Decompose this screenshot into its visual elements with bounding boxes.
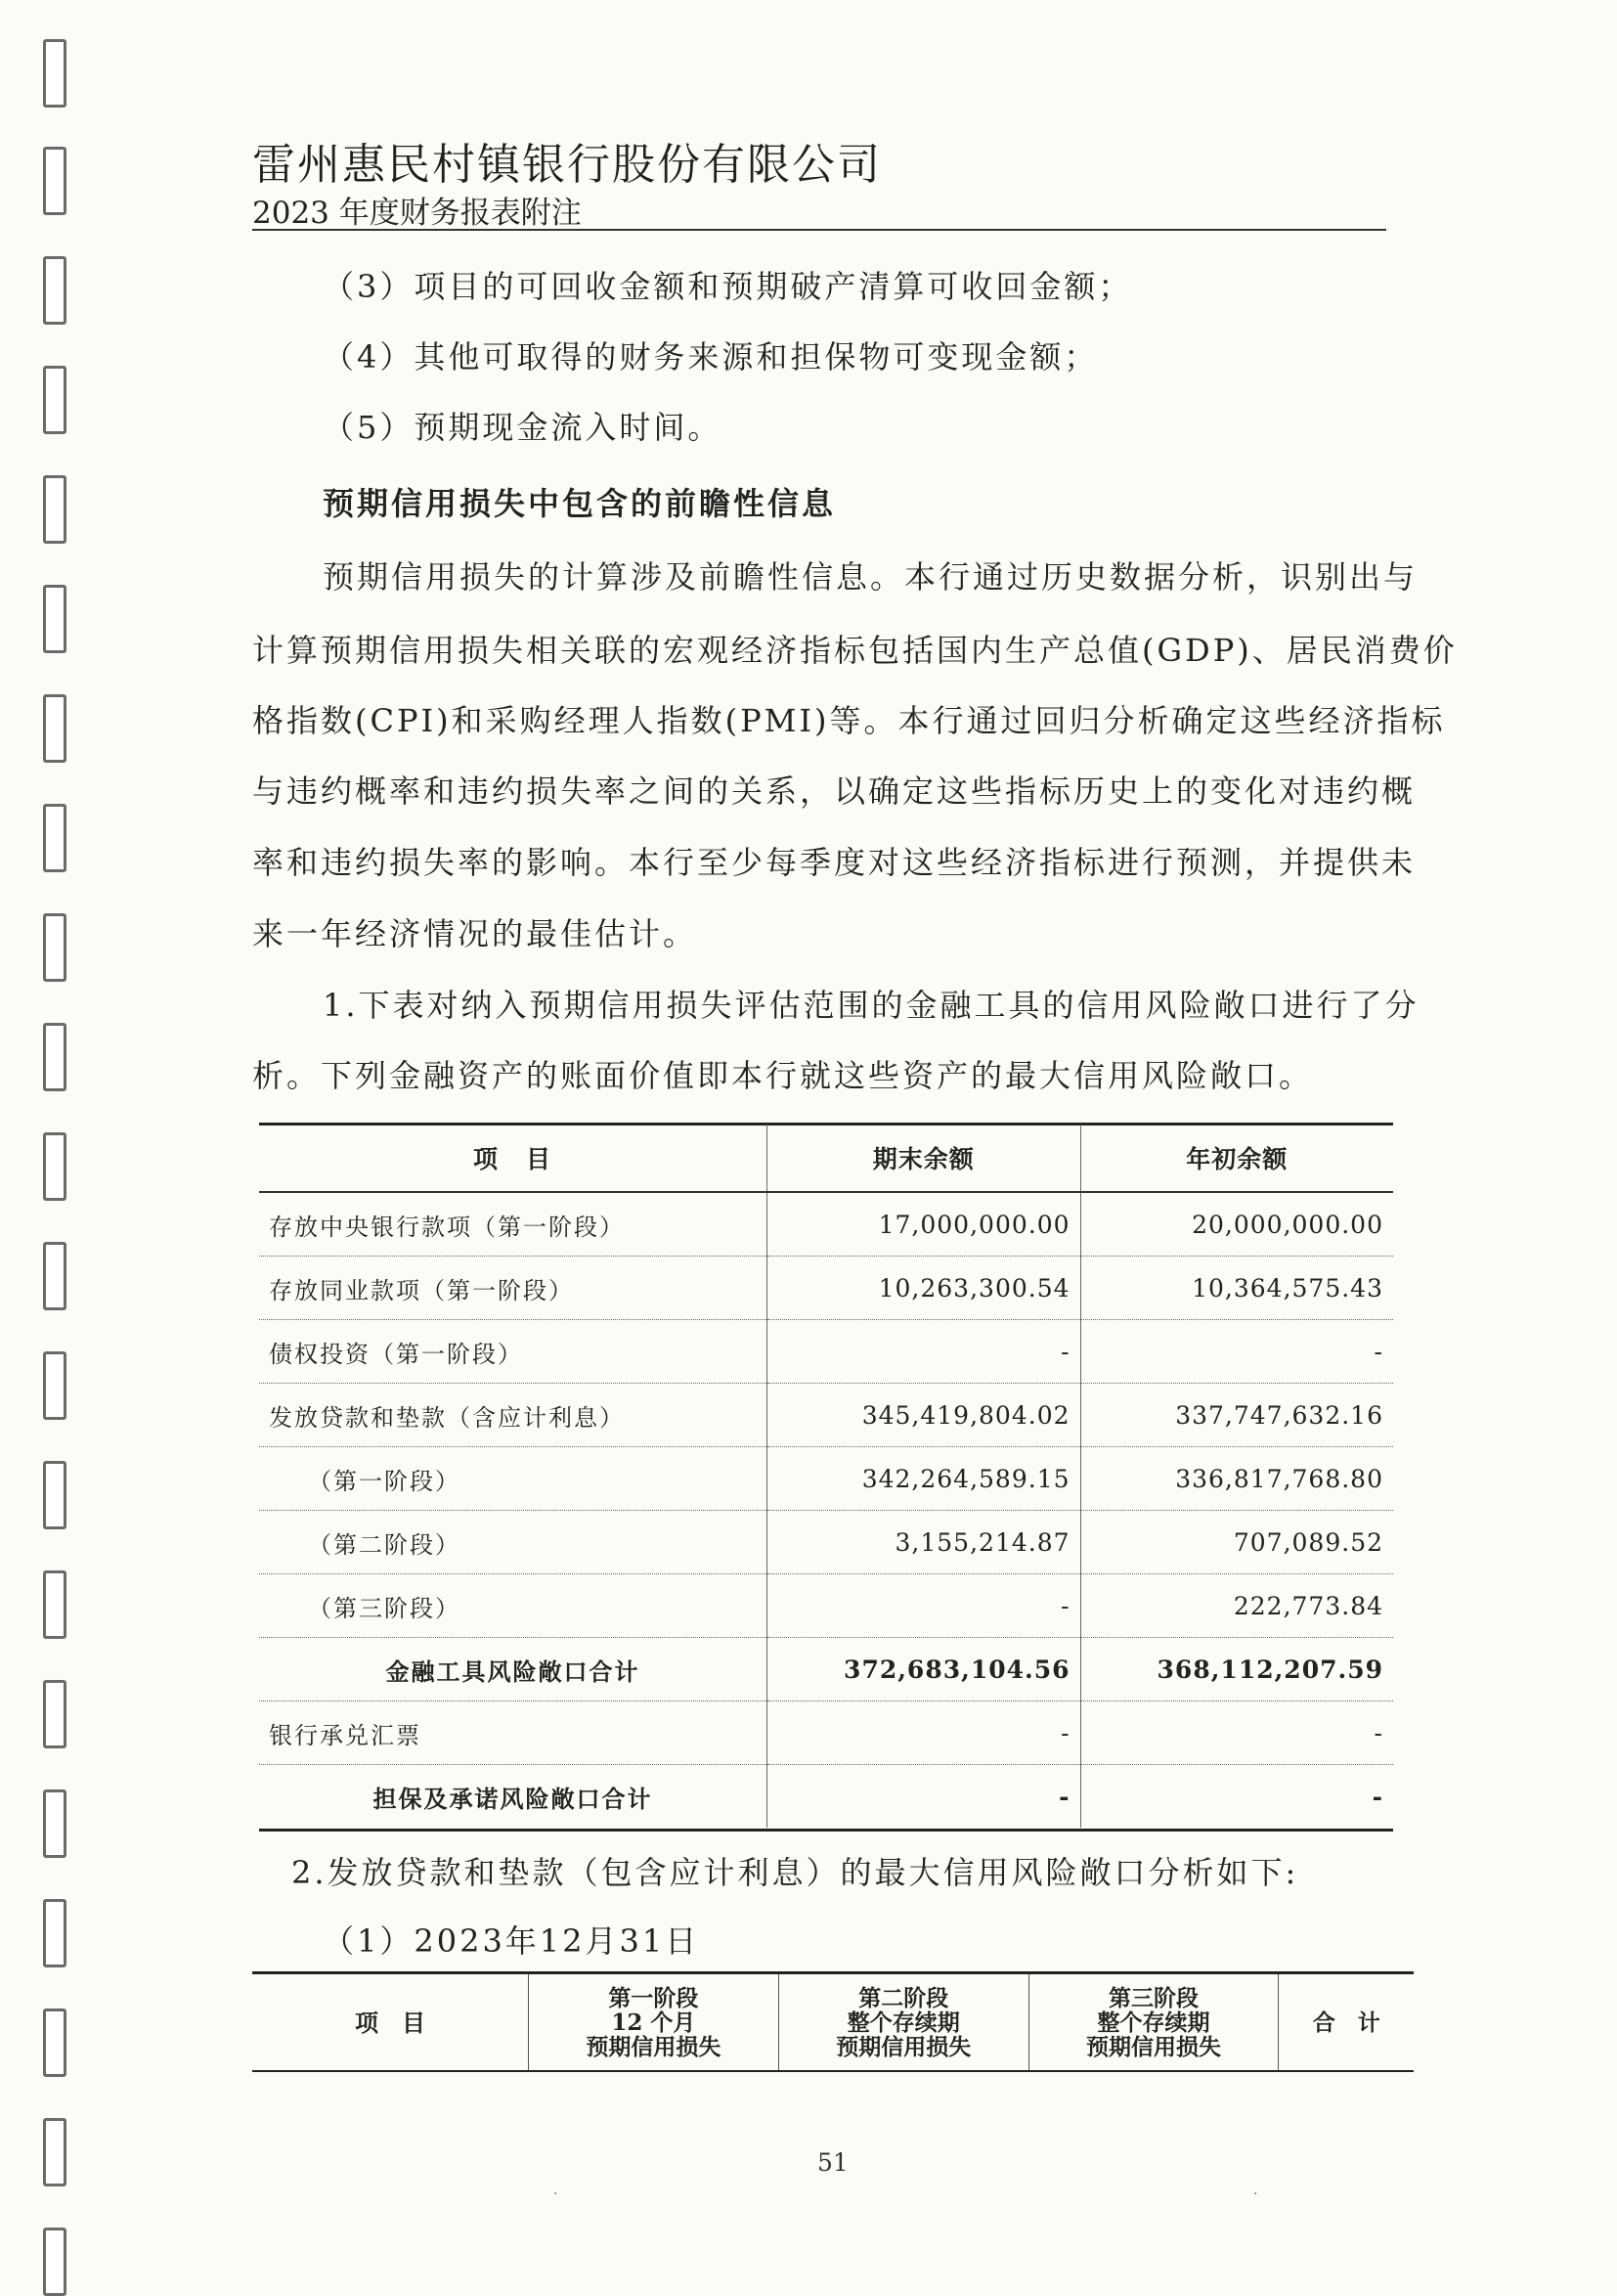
cell-begin: -	[1080, 1765, 1393, 1829]
cell-begin: 368,112,207.59	[1080, 1638, 1393, 1701]
header-rule	[252, 229, 1386, 231]
list-item-5: （5）预期现金流入时间。	[323, 409, 722, 446]
cell-end: 10,263,300.54	[767, 1257, 1080, 1320]
column-header-item: 项 目	[259, 1125, 767, 1192]
table-row	[259, 1384, 1393, 1447]
cell-end: -	[767, 1574, 1080, 1638]
credit-exposure-table	[259, 1125, 1393, 1828]
row-label: 担保及承诺风险敞口合计	[372, 1784, 653, 1813]
section-heading: 预期信用损失中包含的前瞻性信息	[323, 485, 837, 522]
row-label: 存放同业款项（第一阶段）	[259, 1257, 767, 1320]
cell-end: -	[767, 1765, 1080, 1829]
column-header-stage1: 第一阶段 12 个月 预期信用损失	[529, 1974, 779, 2070]
paragraph-line: 来一年经济情况的最佳估计。	[252, 915, 698, 952]
column-header-item: 项 目	[355, 2008, 425, 2037]
scan-speck: ·	[553, 2186, 558, 2202]
paragraph-line: 格指数(CPI)和采购经理人指数(PMI)等。本行通过回归分析确定这些经济指标	[252, 702, 1446, 739]
table-bottom-rule	[259, 1829, 1393, 1832]
cell-begin: -	[1080, 1701, 1393, 1765]
cell-begin: 337,747,632.16	[1080, 1384, 1393, 1447]
scan-speck: ·	[1253, 2186, 1258, 2202]
row-label: 金融工具风险敞口合计	[259, 1638, 767, 1701]
cell-end: 372,683,104.56	[767, 1638, 1080, 1701]
cell-end: 17,000,000.00	[767, 1192, 1080, 1257]
table-row	[259, 1192, 1393, 1257]
loan-exposure-table-header	[252, 1974, 1414, 2070]
table-row	[259, 1511, 1393, 1574]
list-item-4: （4）其他可取得的财务来源和担保物可变现金额；	[323, 338, 1099, 375]
cell-end: 342,264,589.15	[767, 1447, 1080, 1511]
cell-begin: 222,773.84	[1080, 1574, 1393, 1638]
row-label: 银行承兑汇票	[259, 1701, 767, 1765]
column-header-stage3: 第三阶段 整个存续期 预期信用损失	[1028, 1974, 1279, 2070]
cell-begin: -	[1080, 1320, 1393, 1384]
row-label: （第三阶段）	[259, 1574, 767, 1638]
cell-end: 3,155,214.87	[767, 1511, 1080, 1574]
table-row	[259, 1320, 1393, 1384]
cell-end: -	[767, 1701, 1080, 1765]
row-label: （第一阶段）	[259, 1447, 767, 1511]
row-label: （第二阶段）	[259, 1511, 767, 1574]
row-label: 存放中央银行款项（第一阶段）	[259, 1192, 767, 1257]
list-item-3: （3）项目的可回收金额和预期破产清算可收回金额；	[323, 268, 1133, 305]
paragraph-line: 计算预期信用损失相关联的宏观经济指标包括国内生产总值(GDP)、居民消费价	[252, 632, 1458, 669]
table-header-row	[259, 1125, 1393, 1192]
report-subtitle: 2023 年度财务报表附注	[252, 196, 582, 231]
paragraph-line: 1.下表对纳入预期信用损失评估范围的金融工具的信用风险敞口进行了分	[323, 987, 1420, 1024]
cell-begin: 20,000,000.00	[1080, 1192, 1393, 1257]
paragraph-line: 2.发放贷款和垫款（包含应计利息）的最大信用风险敞口分析如下:	[291, 1854, 1299, 1891]
paragraph-line: 预期信用损失的计算涉及前瞻性信息。本行通过历史数据分析，识别出与	[323, 558, 1419, 596]
table2-header-bottom-rule	[252, 2070, 1414, 2072]
table2-header-row	[252, 1974, 1414, 2070]
cell-end: 345,419,804.02	[767, 1384, 1080, 1447]
sub-heading-date: （1）2023年12月31日	[323, 1922, 700, 1960]
table-row	[259, 1701, 1393, 1765]
binding-holes	[0, 0, 88, 2288]
paragraph-line: 率和违约损失率的影响。本行至少每季度对这些经济指标进行预测，并提供未	[252, 844, 1417, 881]
cell-begin: 707,089.52	[1080, 1511, 1393, 1574]
table-row-subtotal	[259, 1765, 1393, 1829]
cell-end: -	[767, 1320, 1080, 1384]
column-header-end-balance: 期末余额	[767, 1125, 1080, 1192]
row-label: 发放贷款和垫款（含应计利息）	[259, 1384, 767, 1447]
table-row	[259, 1447, 1393, 1511]
column-header-stage2: 第二阶段 整个存续期 预期信用损失	[778, 1974, 1028, 2070]
cell-begin: 336,817,768.80	[1080, 1447, 1393, 1511]
company-name: 雷州惠民村镇银行股份有限公司	[252, 140, 882, 190]
cell-begin: 10,364,575.43	[1080, 1257, 1393, 1320]
table-row	[259, 1257, 1393, 1320]
column-header-total: 合 计	[1279, 1974, 1414, 2070]
paragraph-line: 析。下列金融资产的账面价值即本行就这些资产的最大信用风险敞口。	[252, 1057, 1314, 1094]
table-row	[259, 1574, 1393, 1638]
page-number: 51	[817, 2148, 849, 2177]
table-row-subtotal	[259, 1638, 1393, 1701]
column-header-begin-balance: 年初余额	[1080, 1125, 1393, 1192]
row-label: 债权投资（第一阶段）	[259, 1320, 767, 1384]
paragraph-line: 与违约概率和违约损失率之间的关系，以确定这些指标历史上的变化对违约概	[252, 773, 1417, 810]
